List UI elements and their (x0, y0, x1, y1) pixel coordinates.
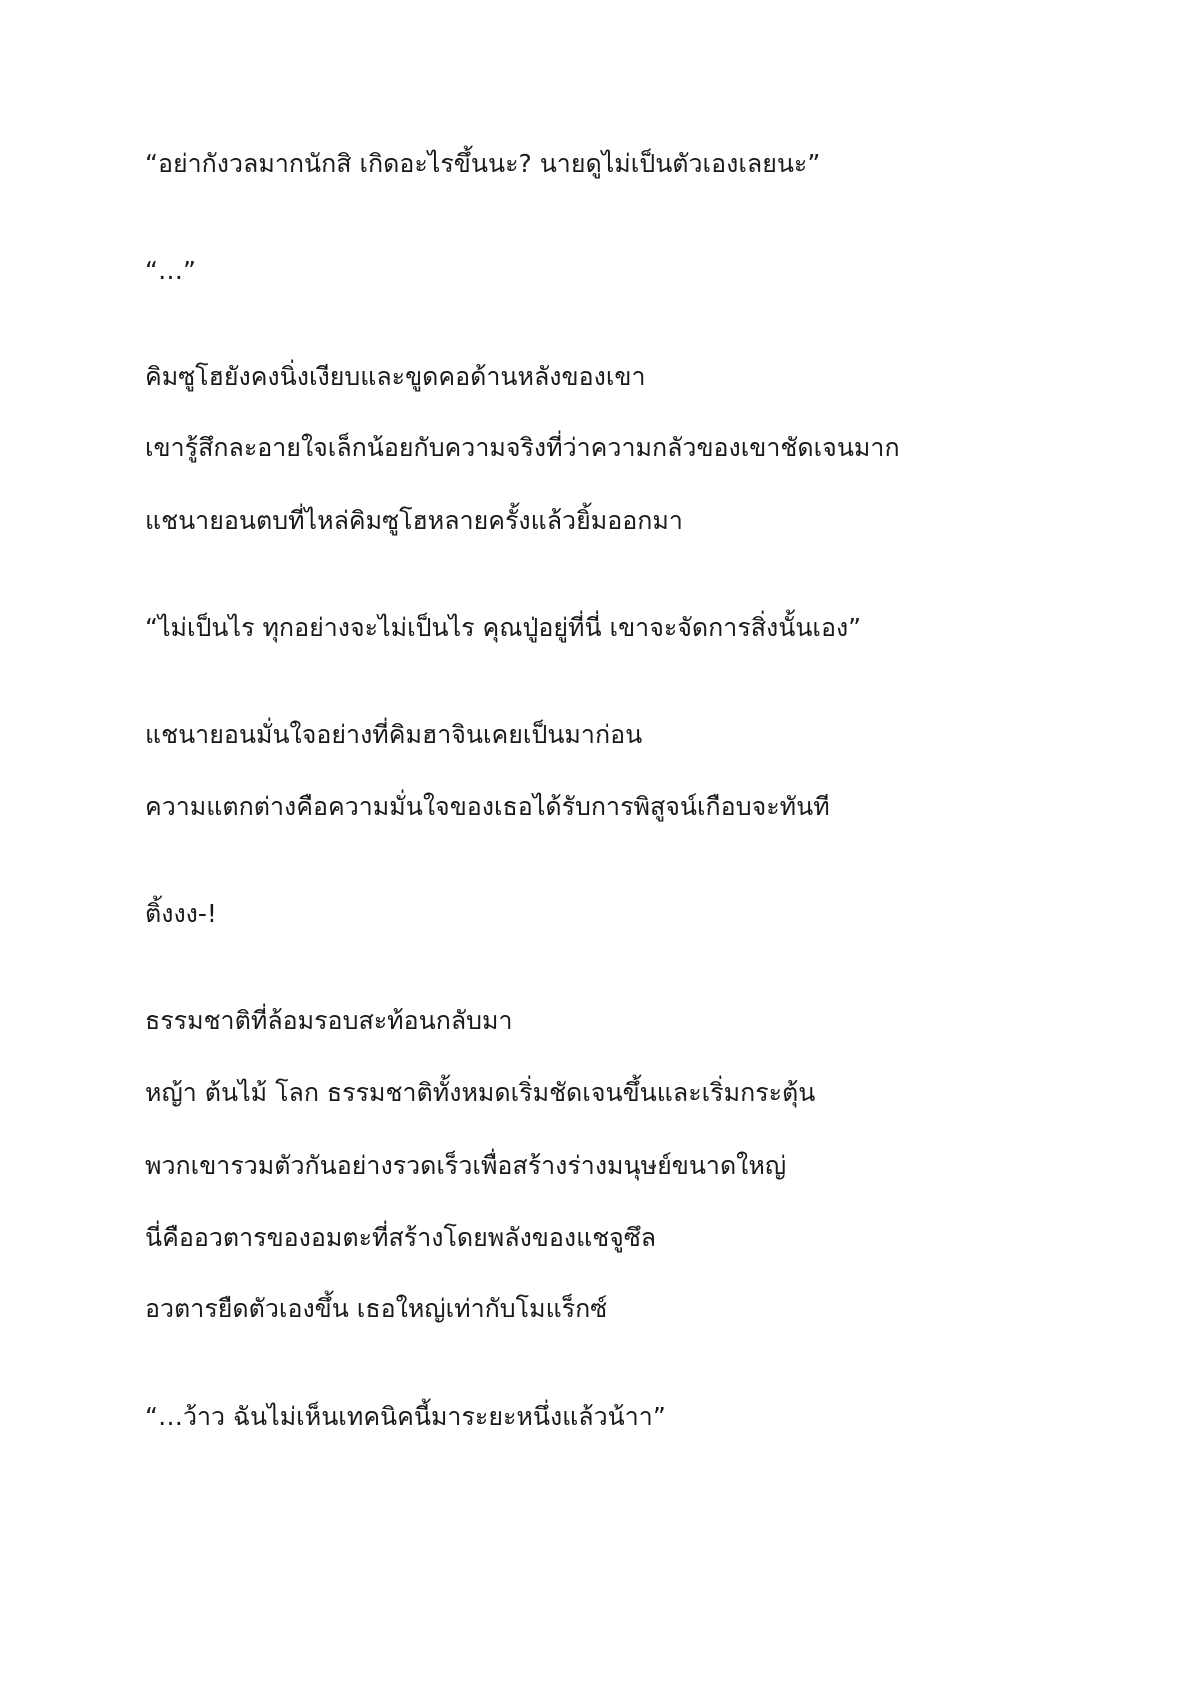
narration-line-4: แชนายอนมั่นใจอย่างที่คิมฮาจินเคยเป็นมาก่อน (145, 720, 643, 749)
narration-line-10: อวตารยืดตัวเองขึ้น เธอใหญ่เท่ากับโมแร็กซ์ (145, 1294, 608, 1323)
narration-line-5: ความแตกต่างคือความมั่นใจของเธอได้รับการพิสูจน์เกือบจะทันที (145, 792, 830, 821)
dialogue-line-1: “อย่ากังวลมากนักสิ เกิดอะไรขึ้นนะ? นายดูไม่เป็นตัวเองเลยนะ” (145, 149, 821, 178)
narration-line-1: คิมซูโฮยังคงนิ่งเงียบและขูดคอด้านหลังของเขา (145, 362, 646, 391)
sound-effect-line: ติ้งงง-! (145, 899, 217, 928)
narration-line-2: เขารู้สึกละอายใจเล็กน้อยกับความจริงที่ว่าความกลัวของเขาชัดเจนมาก (145, 433, 900, 462)
dialogue-line-4: “…ว้าว ฉันไม่เห็นเทคนิคนี้มาระยะหนึ่งแล้วน้าา” (145, 1402, 666, 1431)
narration-line-6: ธรรมชาติที่ล้อมรอบสะท้อนกลับมา (145, 1006, 513, 1035)
dialogue-line-3: “ไม่เป็นไร ทุกอย่างจะไม่เป็นไร คุณปู่อยู่ที่นี่ เขาจะจัดการสิ่งนั้นเอง” (145, 613, 862, 642)
narration-line-7: หญ้า ต้นไม้ โลก ธรรมชาติทั้งหมดเริ่มชัดเจนขึ้นและเริ่มกระตุ้น (145, 1078, 816, 1107)
dialogue-line-2: “…” (145, 256, 196, 285)
narration-line-8: พวกเขารวมตัวกันอย่างรวดเร็วเพื่อสร้างร่างมนุษย์ขนาดใหญ่ (145, 1151, 787, 1180)
narration-line-3: แชนายอนตบที่ไหล่คิมซูโฮหลายครั้งแล้วยิ้มออกมา (145, 506, 683, 535)
narration-line-9: นี่คืออวตารของอมตะที่สร้างโดยพลังของแชจูซึล (145, 1223, 657, 1252)
